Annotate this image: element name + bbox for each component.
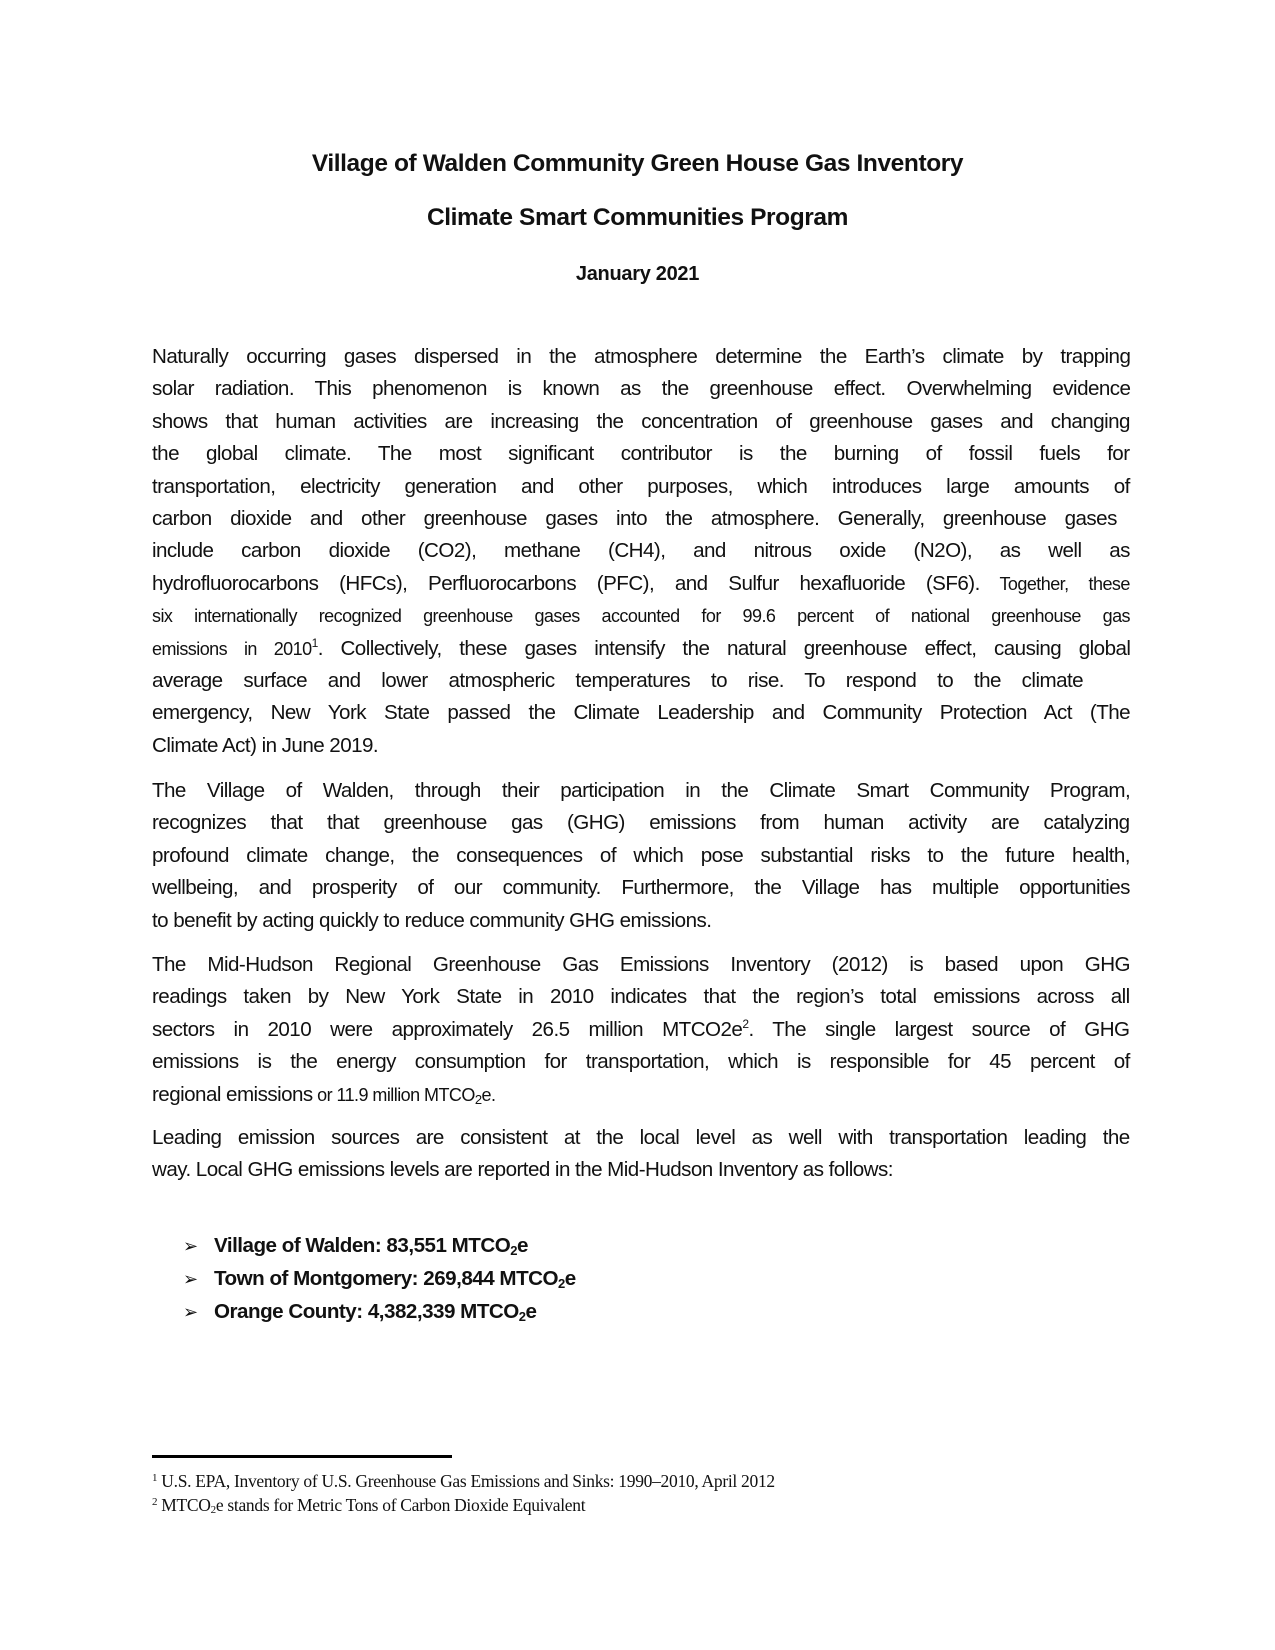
paragraph-line: The Village of Walden, through their participation in the Climate Smart Community Program, — [152, 779, 1131, 802]
paragraph-line: solar radiation. This phenomenon is known as the greenhouse effect. Overwhelming evidence — [152, 377, 1131, 401]
footnote-text: U.S. EPA, Inventory of U.S. Greenhouse Gas Emissions and Sinks: 1990–2010, April 2012 — [157, 1471, 775, 1491]
list-item-label: Village of Walden: 83,551 MTCO — [214, 1234, 511, 1257]
paragraph-line: carbon dioxide and other greenhouse gases into the atmosphere. Generally, greenhouse gases — [152, 506, 1117, 530]
line-text-small: or 11.9 million MTCO — [312, 1084, 475, 1105]
arrow-bullet-icon: ➢ — [183, 1236, 198, 1256]
paragraph-line: Leading emission sources are consistent at the local level as well with transportation leading the — [152, 1126, 1130, 1149]
line-text-small: emissions in 2010 — [152, 638, 312, 659]
arrow-bullet-icon: ➢ — [183, 1302, 198, 1322]
footnote-number: 1 — [152, 1472, 158, 1484]
footnote-1 — [152, 1469, 775, 1493]
paragraph-line: transportation, electricity generation and other purposes, which introduces large amounts of — [152, 474, 1130, 498]
list-item-label: Orange County: 4,382,339 MTCO — [214, 1300, 519, 1323]
paragraph-line: Climate Act) in June 2019. — [152, 733, 379, 757]
paragraph-line: profound climate change, the consequences of which pose substantial risks to the future health, — [152, 843, 1130, 867]
subscript: 2 — [558, 1276, 565, 1291]
footnote-ref-1[interactable]: 1 — [311, 635, 318, 650]
list-item-suffix: e — [525, 1300, 537, 1323]
paragraph-line: recognizes that that greenhouse gas (GHG) emissions from human activity are catalyzing — [152, 811, 1130, 835]
footnote-number: 2 — [152, 1496, 158, 1508]
paragraph-line — [152, 1014, 1130, 1046]
footnote-2 — [152, 1493, 775, 1517]
document-subtitle: Climate Smart Communities Program — [426, 204, 849, 231]
paragraph-line: Naturally occurring gases dispersed in the atmosphere determine the Earth’s climate by trapping — [152, 345, 1131, 368]
paragraph-line: the global climate. The most significant contributor is the burning of fossil fuels for — [152, 442, 1130, 466]
paragraph-line: average surface and lower atmospheric temperatures to rise. To respond to the climate — [152, 668, 1084, 692]
list-item-label: Town of Montgomery: 269,844 MTCO — [214, 1267, 559, 1290]
list-item — [183, 1229, 576, 1262]
arrow-bullet-icon: ➢ — [183, 1269, 198, 1289]
local-emissions-paragraph — [152, 1122, 1130, 1187]
line-text: . The single largest source of GHG — [748, 1017, 1130, 1041]
footnote-ref-2[interactable]: 2 — [742, 1016, 749, 1031]
line-text-small: e. — [481, 1084, 496, 1105]
paragraph-line: The Mid-Hudson Regional Greenhouse Gas Emissions Inventory (2012) is based upon GHG — [152, 953, 1130, 976]
paragraph-line: wellbeing, and prosperity of our community. Furthermore, the Village has multiple opportunities — [152, 876, 1130, 900]
paragraph-line: emergency, New York State passed the Climate Leadership and Community Protection Act (The — [152, 701, 1131, 725]
emissions-list — [183, 1229, 576, 1328]
paragraph-line: shows that human activities are increasing the concentration of greenhouse gases and changing — [152, 409, 1130, 433]
line-text: . Collectively, these gases intensify the natural greenhouse effect, causing global — [317, 636, 1131, 660]
line-text: sectors in 2010 were approximately 26.5 million MTCO2e — [152, 1017, 743, 1041]
footnote-text: MTCO — [157, 1495, 211, 1515]
paragraph-line — [152, 568, 1130, 600]
paragraph-line — [152, 600, 1130, 632]
footnote-separator — [152, 1455, 452, 1458]
paragraph-line: way. Local GHG emissions levels are reported in the Mid-Hudson Inventory as follows: — [152, 1158, 893, 1182]
subscript: 2 — [510, 1243, 518, 1258]
document-date: January 2021 — [575, 263, 700, 285]
paragraph-line: emissions is the energy consumption for transportation, which is responsible for 45 percent of — [152, 1050, 1130, 1074]
participation-paragraph — [152, 775, 1130, 937]
line-text-small: Together, these — [979, 573, 1130, 594]
subscript: 2 — [474, 1091, 482, 1107]
paragraph-line: to benefit by acting quickly to reduce community GHG emissions. — [152, 908, 712, 932]
list-item — [183, 1262, 576, 1295]
line-text: hydrofluorocarbons (HFCs), Perfluorocarbons (PFC), and Sulfur hexafluoride (SF6). — [152, 571, 980, 595]
document-title: Village of Walden Community Green House Gas Inventory — [311, 150, 964, 177]
regional-inventory-paragraph — [152, 949, 1130, 1111]
paragraph-line: include carbon dioxide (CO2), methane (CH4), and nitrous oxide (N2O), as well as — [152, 539, 1130, 563]
paragraph-line — [152, 633, 1130, 665]
subscript: 2 — [210, 1504, 216, 1516]
list-item-suffix: e — [564, 1267, 576, 1290]
paragraph-line — [152, 1079, 1130, 1111]
list-item-suffix: e — [517, 1234, 528, 1257]
line-text-small: six internationally recognized greenhouse gases accounted for 99.6 percent of national greenhouse gas — [152, 606, 1131, 627]
line-text: regional emissions — [152, 1082, 313, 1106]
intro-paragraph — [152, 341, 1130, 762]
paragraph-line: readings taken by New York State in 2010 indicates that the region’s total emissions across all — [152, 985, 1130, 1009]
list-item — [183, 1295, 576, 1328]
footnote-text: e stands for Metric Tons of Carbon Dioxide Equivalent — [215, 1495, 586, 1515]
footnotes — [152, 1469, 775, 1517]
subscript: 2 — [518, 1309, 526, 1324]
